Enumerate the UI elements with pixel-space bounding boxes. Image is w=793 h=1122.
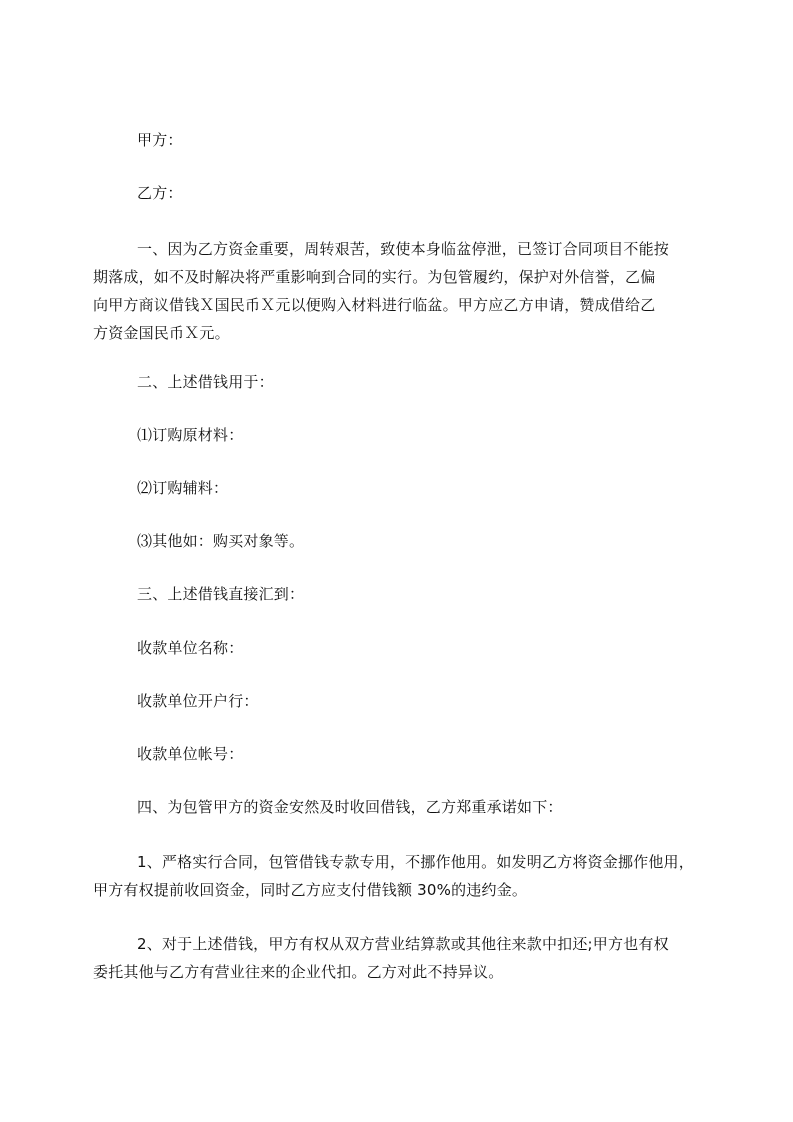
payee-bank-field: 收款单位开户行： bbox=[137, 692, 259, 710]
section-4-title: 四、为包管甲方的资金安然及时收回借钱，乙方郑重承诺如下： bbox=[137, 798, 563, 816]
section-2-item: ⑴订购原材料： bbox=[137, 426, 244, 444]
section-1-line: 向甲方商议借钱Ｘ国民币Ｘ元以便购入材料进行临盆。甲方应乙方申请，赞成借给乙 bbox=[93, 296, 656, 314]
section-4-item-2-paragraph bbox=[93, 930, 713, 986]
payee-account-field: 收款单位帐号： bbox=[137, 745, 244, 763]
section-4-item-1-paragraph bbox=[93, 848, 713, 904]
section-2-title: 二、上述借钱用于： bbox=[137, 373, 274, 391]
section-4-item-2-line: 委托其他与乙方有营业往来的企业代扣。乙方对此不持异议。 bbox=[93, 963, 504, 981]
payee-name-field: 收款单位名称： bbox=[137, 639, 244, 657]
section-4-item-1-line: 甲方有权提前收回资金，同时乙方应支付借钱额 30%的违约金。 bbox=[93, 881, 528, 899]
section-4-item-2-line: 2、对于上述借钱，甲方有权从双方营业结算款或其他往来款中扣还;甲方也有权 bbox=[137, 935, 669, 953]
party-b-label: 乙方： bbox=[137, 184, 183, 202]
section-2-item: ⑵订购辅料： bbox=[137, 479, 229, 497]
section-1-line: 期落成，如不及时解决将严重影响到合同的实行。为包管履约，保护对外信誉，乙偏 bbox=[93, 268, 656, 286]
section-1-line: 方资金国民币Ｘ元。 bbox=[93, 324, 230, 342]
party-a-label: 甲方： bbox=[137, 131, 183, 149]
section-4-item-1-line: 1、严格实行合同，包管借钱专款专用，不挪作他用。如发明乙方将资金挪作他用， bbox=[137, 853, 694, 871]
section-3-title: 三、上述借钱直接汇到： bbox=[137, 585, 305, 603]
section-2-item: ⑶其他如：购买对象等。 bbox=[137, 532, 305, 550]
section-1-line: 一、因为乙方资金重要，周转艰苦，致使本身临盆停泄，已签订合同项目不能按 bbox=[137, 240, 670, 258]
section-1-paragraph bbox=[93, 235, 713, 347]
